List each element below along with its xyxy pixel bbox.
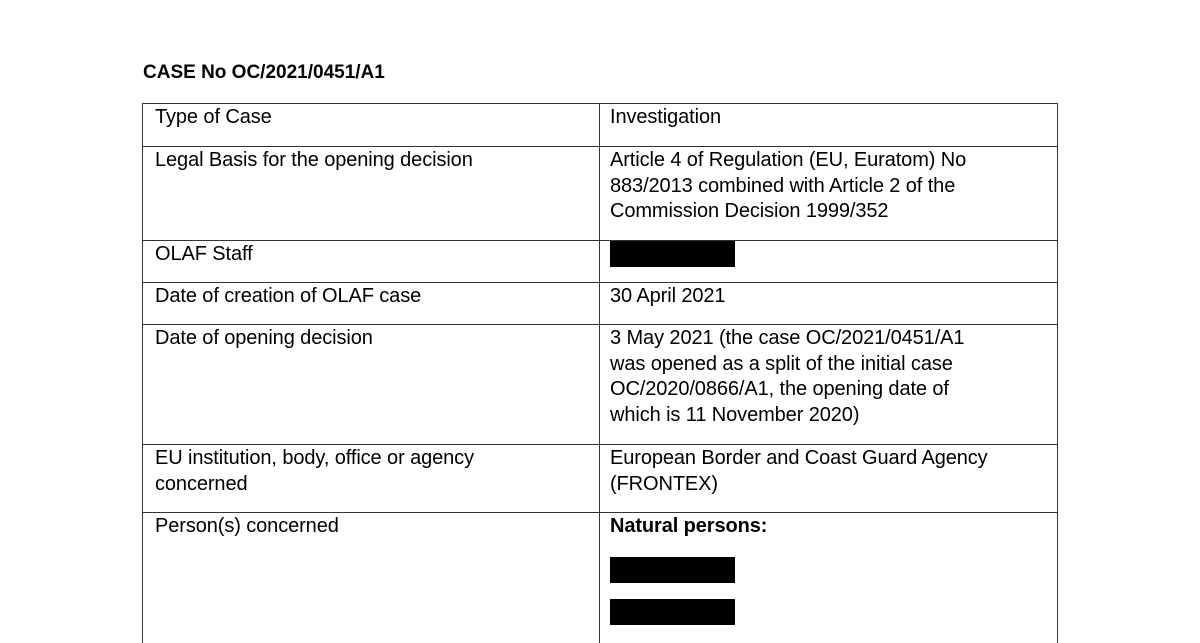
redaction-block [610,599,735,625]
row-label [143,445,600,512]
row-label: OLAF Staff [143,241,600,282]
row-label: Legal Basis for the opening decision [143,147,600,240]
value-line: Commission Decision 1999/352 [610,200,889,222]
row-value [600,325,1057,444]
value-line: Article 4 of Regulation (EU, Euratom) No [610,149,967,171]
label-line: EU institution, body, office or agency [155,447,474,469]
table-row-creation-date [143,283,1057,325]
value-line: 3 May 2021 (the case OC/2021/0451/A1 [610,327,965,349]
row-label: Date of creation of OLAF case [143,283,600,324]
row-value [600,241,1057,282]
redaction-block [610,241,735,267]
table-row-persons-concerned [143,513,1057,643]
value-line: was opened as a split of the initial case [610,352,953,375]
redaction-block [610,557,735,583]
table-row-legal-basis [143,147,1057,241]
row-label: Type of Case [143,104,600,146]
table-row-type-of-case [143,104,1057,147]
table-row-olaf-staff [143,241,1057,283]
row-value [600,445,1057,512]
natural-persons-heading: Natural persons: [610,515,768,537]
row-label: Date of opening decision [143,325,600,444]
row-value [600,513,1057,643]
row-label: Person(s) concerned [143,513,600,643]
row-value: 30 April 2021 [610,285,726,307]
row-value [600,147,1057,240]
row-value: Investigation [610,106,721,128]
value-line: European Border and Coast Guard Agency [610,447,988,469]
case-details-table [142,103,1058,643]
label-line: concerned [155,472,248,495]
table-row-opening-decision [143,325,1057,445]
case-number-title: CASE No OC/2021/0451/A1 [143,62,385,83]
table-row-eu-institution [143,445,1057,513]
value-line: (FRONTEX) [610,472,718,495]
value-line: 883/2013 combined with Article 2 of the [610,174,956,197]
value-line: which is 11 November 2020) [610,403,860,426]
value-line: OC/2020/0866/A1, the opening date of [610,378,949,400]
